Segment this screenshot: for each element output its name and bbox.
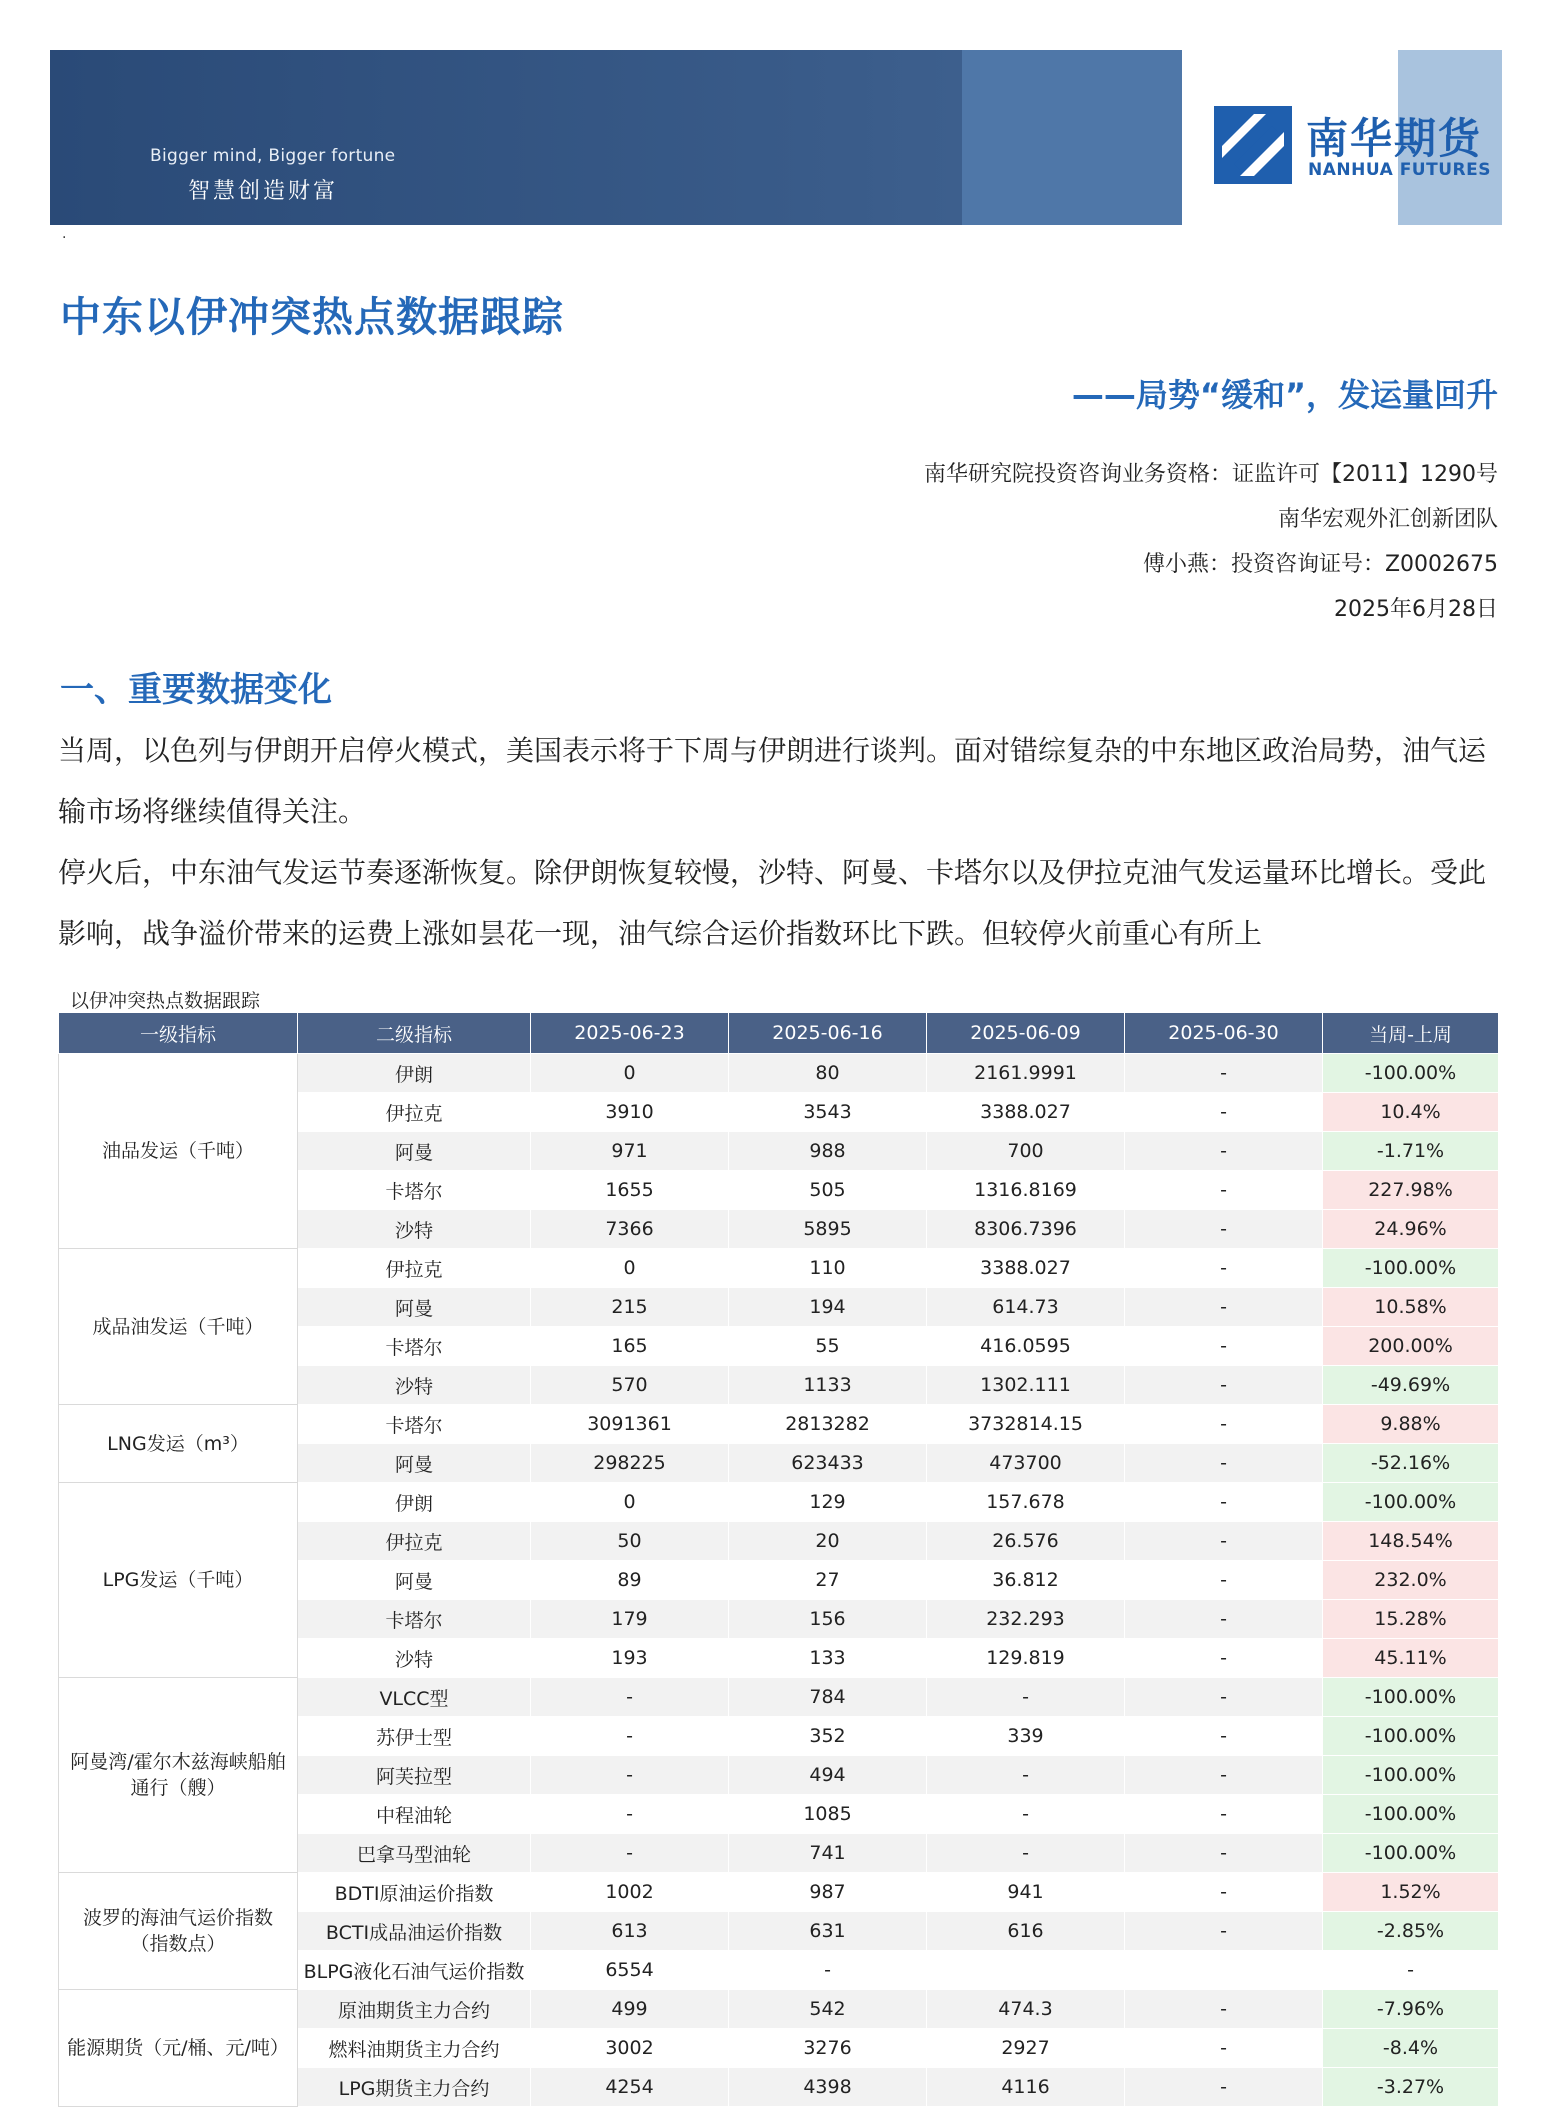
value-cell: 36.812 xyxy=(927,1561,1125,1600)
value-cell: 3732814.15 xyxy=(927,1405,1125,1444)
subcategory-cell: 阿曼 xyxy=(298,1561,531,1600)
table-row xyxy=(59,1678,1499,1717)
category-cell: LPG发运（千吨） xyxy=(59,1483,298,1678)
value-cell: 3543 xyxy=(729,1093,927,1132)
change-cell: -100.00% xyxy=(1323,1483,1499,1522)
value-cell: 3388.027 xyxy=(927,1249,1125,1288)
data-table xyxy=(58,1012,1499,2107)
company-logo xyxy=(1214,102,1494,182)
change-cell: -8.4% xyxy=(1323,2029,1499,2068)
value-cell: 110 xyxy=(729,1249,927,1288)
value-cell: - xyxy=(1125,1522,1323,1561)
column-header: 2025-06-23 xyxy=(531,1013,729,1054)
banner-block xyxy=(962,50,1182,225)
change-cell: -49.69% xyxy=(1323,1366,1499,1405)
value-cell: - xyxy=(531,1756,729,1795)
value-cell: 494 xyxy=(729,1756,927,1795)
change-cell: -100.00% xyxy=(1323,1678,1499,1717)
report-title: 中东以伊冲突热点数据跟踪 xyxy=(60,293,564,341)
value-cell: 0 xyxy=(531,1483,729,1522)
change-cell: - xyxy=(1323,1951,1499,1990)
table-row xyxy=(59,1873,1499,1912)
value-cell: 623433 xyxy=(729,1444,927,1483)
value-cell: 194 xyxy=(729,1288,927,1327)
logo-text-en: NANHUA FUTURES xyxy=(1308,160,1491,180)
value-cell: 1002 xyxy=(531,1873,729,1912)
value-cell: 232.293 xyxy=(927,1600,1125,1639)
change-cell: -100.00% xyxy=(1323,1756,1499,1795)
value-cell: - xyxy=(1125,1249,1323,1288)
value-cell: - xyxy=(1125,1444,1323,1483)
value-cell: - xyxy=(1125,1366,1323,1405)
value-cell: 27 xyxy=(729,1561,927,1600)
value-cell: 352 xyxy=(729,1717,927,1756)
value-cell: - xyxy=(1125,1795,1323,1834)
meta-analyst: 傅小燕：投资咨询证号：Z0002675 xyxy=(1142,552,1498,577)
value-cell: 133 xyxy=(729,1639,927,1678)
value-cell: 5895 xyxy=(729,1210,927,1249)
column-header: 2025-06-16 xyxy=(729,1013,927,1054)
subcategory-cell: VLCC型 xyxy=(298,1678,531,1717)
report-subtitle: ——局势“缓和”，发运量回升 xyxy=(1071,376,1498,414)
value-cell: - xyxy=(1125,1639,1323,1678)
value-cell: 298225 xyxy=(531,1444,729,1483)
value-cell: 156 xyxy=(729,1600,927,1639)
change-cell: -7.96% xyxy=(1323,1990,1499,2029)
value-cell: - xyxy=(531,1795,729,1834)
value-cell: - xyxy=(531,1678,729,1717)
value-cell: - xyxy=(1125,2068,1323,2107)
change-cell: -3.27% xyxy=(1323,2068,1499,2107)
subcategory-cell: BLPG液化石油气运价指数 xyxy=(298,1951,531,1990)
value-cell: 3276 xyxy=(729,2029,927,2068)
value-cell: - xyxy=(1125,1093,1323,1132)
value-cell: 3002 xyxy=(531,2029,729,2068)
subcategory-cell: 沙特 xyxy=(298,1210,531,1249)
subcategory-cell: 伊拉克 xyxy=(298,1249,531,1288)
value-cell: 613 xyxy=(531,1912,729,1951)
subcategory-cell: 阿曼 xyxy=(298,1444,531,1483)
value-cell: 1316.8169 xyxy=(927,1171,1125,1210)
column-header: 当周-上周 xyxy=(1323,1013,1499,1054)
logo-text-cn: 南华期货 xyxy=(1306,114,1483,163)
value-cell: 2813282 xyxy=(729,1405,927,1444)
subcategory-cell: 阿芙拉型 xyxy=(298,1756,531,1795)
value-cell: - xyxy=(927,1795,1125,1834)
category-cell: 波罗的海油气运价指数（指数点） xyxy=(59,1873,298,1990)
value-cell: - xyxy=(1125,1483,1323,1522)
subcategory-cell: 伊朗 xyxy=(298,1483,531,1522)
value-cell: 941 xyxy=(927,1873,1125,1912)
table-row xyxy=(59,1990,1499,2029)
value-cell: 614.73 xyxy=(927,1288,1125,1327)
meta-team: 南华宏观外汇创新团队 xyxy=(1277,507,1498,532)
subcategory-cell: 苏伊士型 xyxy=(298,1717,531,1756)
category-cell: 油品发运（千吨） xyxy=(59,1054,298,1249)
column-header: 二级指标 xyxy=(298,1013,531,1054)
subcategory-cell: 卡塔尔 xyxy=(298,1600,531,1639)
subcategory-cell: BDTI原油运价指数 xyxy=(298,1873,531,1912)
change-cell: 200.00% xyxy=(1323,1327,1499,1366)
table-row xyxy=(59,1054,1499,1093)
table-caption: 以伊冲突热点数据跟踪 xyxy=(70,990,261,1012)
change-cell: -100.00% xyxy=(1323,1054,1499,1093)
value-cell: 179 xyxy=(531,1600,729,1639)
value-cell: 193 xyxy=(531,1639,729,1678)
nanhua-logo-icon xyxy=(1214,106,1292,184)
category-cell: 阿曼湾/霍尔木兹海峡船舶通行（艘） xyxy=(59,1678,298,1873)
subcategory-cell: BCTI成品油运价指数 xyxy=(298,1912,531,1951)
value-cell: - xyxy=(531,1717,729,1756)
value-cell: 339 xyxy=(927,1717,1125,1756)
value-cell: 4398 xyxy=(729,2068,927,2107)
subcategory-cell: 巴拿马型油轮 xyxy=(298,1834,531,1873)
table-row xyxy=(59,1405,1499,1444)
paragraph: 停火后，中东油气发运节奏逐渐恢复。除伊朗恢复较慢，沙特、阿曼、卡塔尔以及伊拉克油气发运量环比增长。受此影响，战争溢价带来的运费上涨如昙花一现，油气综合运价指数环比下跌。但较停火前重心有所上 xyxy=(58,856,1487,950)
value-cell: - xyxy=(1125,1990,1323,2029)
change-cell: -1.71% xyxy=(1323,1132,1499,1171)
section-heading: 一、重要数据变化 xyxy=(60,670,332,710)
value-cell: - xyxy=(1125,1054,1323,1093)
change-cell: -100.00% xyxy=(1323,1717,1499,1756)
change-cell: -100.00% xyxy=(1323,1795,1499,1834)
change-cell: 15.28% xyxy=(1323,1600,1499,1639)
value-cell: 988 xyxy=(729,1132,927,1171)
table-row xyxy=(59,1483,1499,1522)
subcategory-cell: 伊朗 xyxy=(298,1054,531,1093)
value-cell: 631 xyxy=(729,1912,927,1951)
change-cell: 9.88% xyxy=(1323,1405,1499,1444)
value-cell: - xyxy=(927,1834,1125,1873)
value-cell: 1085 xyxy=(729,1795,927,1834)
value-cell: - xyxy=(1125,1717,1323,1756)
slogan-cn: 智慧创造财富 xyxy=(188,179,339,204)
value-cell: - xyxy=(1125,1327,1323,1366)
subcategory-cell: 中程油轮 xyxy=(298,1795,531,1834)
value-cell: 416.0595 xyxy=(927,1327,1125,1366)
value-cell: - xyxy=(729,1951,927,1990)
subcategory-cell: 燃料油期货主力合约 xyxy=(298,2029,531,2068)
value-cell: 971 xyxy=(531,1132,729,1171)
paragraph: 当周，以色列与伊朗开启停火模式，美国表示将于下周与伊朗进行谈判。面对错综复杂的中东地区政治局势，油气运输市场将继续值得关注。 xyxy=(58,734,1487,828)
value-cell: 505 xyxy=(729,1171,927,1210)
value-cell: - xyxy=(1125,2029,1323,2068)
value-cell: 129.819 xyxy=(927,1639,1125,1678)
change-cell: -100.00% xyxy=(1323,1249,1499,1288)
report-meta xyxy=(924,452,1498,632)
meta-qualification: 南华研究院投资咨询业务资格：证监许可【2011】1290号 xyxy=(924,462,1498,487)
value-cell: 1133 xyxy=(729,1366,927,1405)
change-cell: -2.85% xyxy=(1323,1912,1499,1951)
change-cell: 227.98% xyxy=(1323,1171,1499,1210)
value-cell: - xyxy=(1125,1678,1323,1717)
subcategory-cell: 阿曼 xyxy=(298,1132,531,1171)
value-cell: 2161.9991 xyxy=(927,1054,1125,1093)
value-cell: 473700 xyxy=(927,1444,1125,1483)
value-cell: 3091361 xyxy=(531,1405,729,1444)
table-body xyxy=(59,1054,1499,2107)
value-cell: - xyxy=(1125,1288,1323,1327)
subcategory-cell: 卡塔尔 xyxy=(298,1327,531,1366)
table-row xyxy=(59,1249,1499,1288)
value-cell: 129 xyxy=(729,1483,927,1522)
change-cell: -100.00% xyxy=(1323,1834,1499,1873)
value-cell: - xyxy=(531,1834,729,1873)
value-cell: 570 xyxy=(531,1366,729,1405)
value-cell: 1302.111 xyxy=(927,1366,1125,1405)
value-cell: - xyxy=(1125,1405,1323,1444)
value-cell: 6554 xyxy=(531,1951,729,1990)
value-cell: 616 xyxy=(927,1912,1125,1951)
value-cell: 157.678 xyxy=(927,1483,1125,1522)
column-header: 2025-06-09 xyxy=(927,1013,1125,1054)
value-cell: 4116 xyxy=(927,2068,1125,2107)
value-cell: 0 xyxy=(531,1249,729,1288)
value-cell: 165 xyxy=(531,1327,729,1366)
column-header: 2025-06-30 xyxy=(1125,1013,1323,1054)
value-cell: - xyxy=(1125,1834,1323,1873)
change-cell: 148.54% xyxy=(1323,1522,1499,1561)
value-cell: 741 xyxy=(729,1834,927,1873)
meta-date: 2025年6月28日 xyxy=(1334,597,1498,622)
value-cell: - xyxy=(1125,1600,1323,1639)
value-cell: 80 xyxy=(729,1054,927,1093)
value-cell: 700 xyxy=(927,1132,1125,1171)
subcategory-cell: LPG期货主力合约 xyxy=(298,2068,531,2107)
change-cell: 10.4% xyxy=(1323,1093,1499,1132)
value-cell: 3388.027 xyxy=(927,1093,1125,1132)
value-cell: - xyxy=(1125,1561,1323,1600)
value-cell: 2927 xyxy=(927,2029,1125,2068)
subcategory-cell: 沙特 xyxy=(298,1366,531,1405)
value-cell: 26.576 xyxy=(927,1522,1125,1561)
category-cell: 成品油发运（千吨） xyxy=(59,1249,298,1405)
column-header: 一级指标 xyxy=(59,1013,298,1054)
value-cell: 7366 xyxy=(531,1210,729,1249)
slogan-en: Bigger mind, Bigger fortune xyxy=(150,146,396,166)
value-cell: 3910 xyxy=(531,1093,729,1132)
value-cell: 542 xyxy=(729,1990,927,2029)
value-cell: 0 xyxy=(531,1054,729,1093)
value-cell: 987 xyxy=(729,1873,927,1912)
value-cell: - xyxy=(1125,1171,1323,1210)
header-banner xyxy=(50,50,1502,225)
value-cell: 50 xyxy=(531,1522,729,1561)
table-header-row xyxy=(59,1013,1499,1054)
subcategory-cell: 伊拉克 xyxy=(298,1522,531,1561)
subcategory-cell: 阿曼 xyxy=(298,1288,531,1327)
value-cell: 55 xyxy=(729,1327,927,1366)
value-cell: - xyxy=(927,1756,1125,1795)
subcategory-cell: 伊拉克 xyxy=(298,1093,531,1132)
change-cell: 24.96% xyxy=(1323,1210,1499,1249)
value-cell: 474.3 xyxy=(927,1990,1125,2029)
value-cell: - xyxy=(1125,1210,1323,1249)
value-cell: - xyxy=(1125,1132,1323,1171)
value-cell: 784 xyxy=(729,1678,927,1717)
value-cell: - xyxy=(1125,1756,1323,1795)
value-cell: 1655 xyxy=(531,1171,729,1210)
change-cell: -52.16% xyxy=(1323,1444,1499,1483)
value-cell: - xyxy=(1125,1912,1323,1951)
stray-dot: · xyxy=(62,230,67,246)
value-cell xyxy=(1125,1951,1323,1990)
value-cell: 89 xyxy=(531,1561,729,1600)
value-cell: - xyxy=(927,1678,1125,1717)
category-cell: 能源期货（元/桶、元/吨） xyxy=(59,1990,298,2107)
value-cell: - xyxy=(1125,1873,1323,1912)
subcategory-cell: 沙特 xyxy=(298,1639,531,1678)
change-cell: 45.11% xyxy=(1323,1639,1499,1678)
value-cell: 8306.7396 xyxy=(927,1210,1125,1249)
subcategory-cell: 原油期货主力合约 xyxy=(298,1990,531,2029)
category-cell: LNG发运（m³） xyxy=(59,1405,298,1483)
subcategory-cell: 卡塔尔 xyxy=(298,1405,531,1444)
change-cell: 232.0% xyxy=(1323,1561,1499,1600)
change-cell: 1.52% xyxy=(1323,1873,1499,1912)
change-cell: 10.58% xyxy=(1323,1288,1499,1327)
value-cell: 499 xyxy=(531,1990,729,2029)
value-cell: 4254 xyxy=(531,2068,729,2107)
value-cell: 20 xyxy=(729,1522,927,1561)
value-cell: 215 xyxy=(531,1288,729,1327)
subcategory-cell: 卡塔尔 xyxy=(298,1171,531,1210)
value-cell xyxy=(927,1951,1125,1990)
